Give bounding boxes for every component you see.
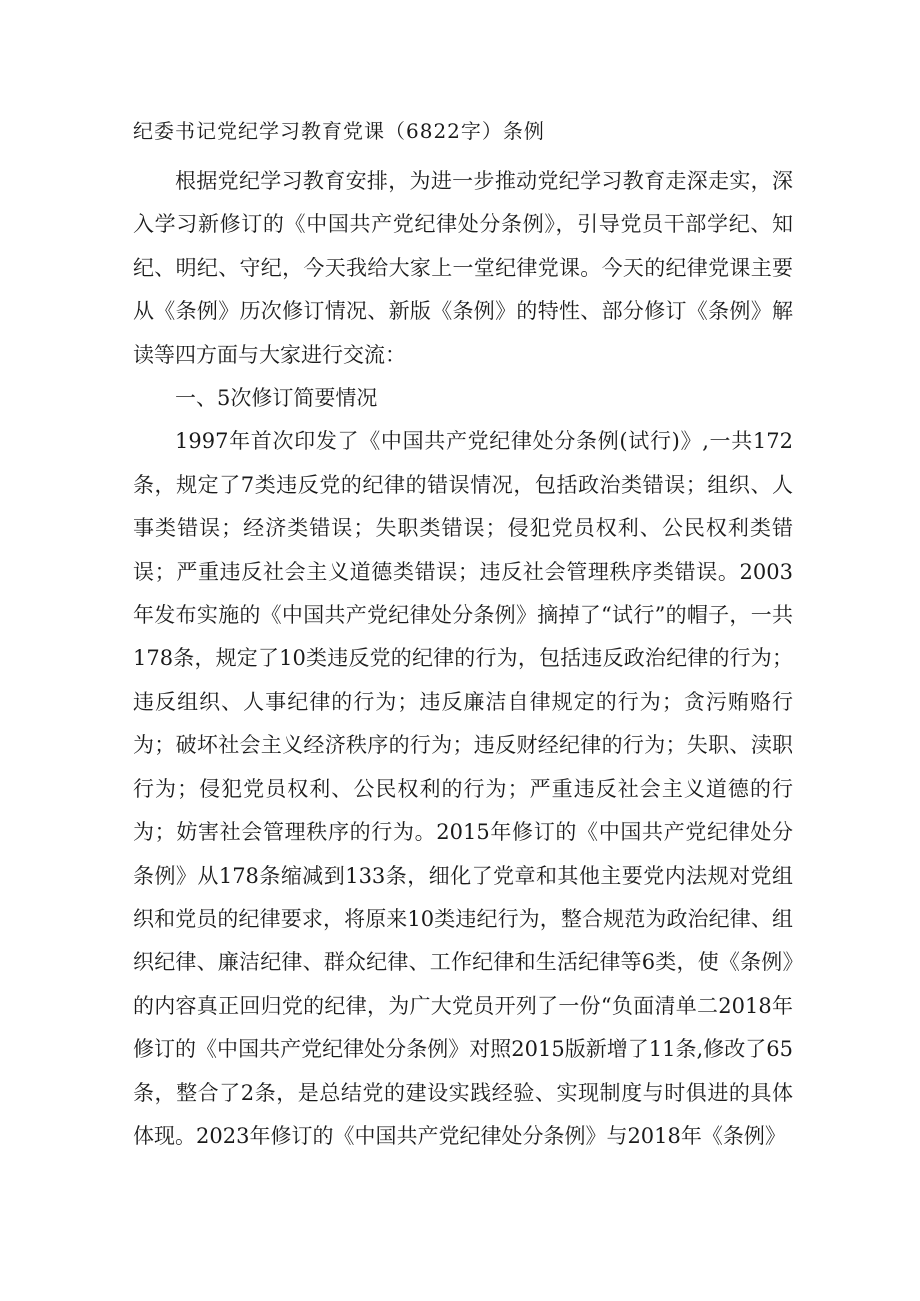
- section-1-paragraph: 1997年首次印发了《中国共产党纪律处分条例(试行)》,一共172条，规定了7类违反党的纪律的错误情况，包括政治类错误；组织、人事类错误；经济类错误；失职类错误；侵犯党员权利、公民权利类错误；严重违反社会主义道德类错误；违反社会管理秩序类错误。2003年发布实施的《中国共产党纪律处分条例》摘掉了“试行”的帽子，一共178条，规定了10类违反党的纪律的行为，包括违反政治纪律的行为；违反组织、人事纪律的行为；违反廉洁自律规定的行为；贪污贿赂行为；破坏社会主义经济秩序的行为；违反财经纪律的行为；失职、渎职行为；侵犯党员权利、公民权利的行为；严重违反社会主义道德的行为；妨害社会管理秩序的行为。2015年修订的《中国共产党纪律处分条例》从178条缩减到133条，细化了党章和其他主要党内法规对党组织和党员的纪律要求，将原来10类违纪行为，整合规范为政治纪律、组织纪律、廉洁纪律、群众纪律、工作纪律和生活纪律等6类，使《条例》的内容真正回归党的纪律，为广大党员开列了一份“负面清单二2018年修订的《中国共产党纪律处分条例》对照2015版新增了11条,修改了65条，整合了2条，是总结党的建设实践经验、实现制度与时俱进的具体体现。2023年修订的《中国共产党纪律处分条例》与2018年《条例》: [133, 429, 793, 1148]
- section-heading-1: 一、5次修订简要情况: [175, 386, 378, 411]
- document-body: [133, 160, 793, 1158]
- intro-paragraph: 根据党纪学习教育安排，为进一步推动党纪学习教育走深走实，深入学习新修订的《中国共产党纪律处分条例》，引导党员干部学纪、知纪、明纪、守纪，今天我给大家上一堂纪律党课。今天的纪律党课主要从《条例》历次修订情况、新版《条例》的特性、部分修订《条例》解读等四方面与大家进行交流：: [133, 169, 793, 367]
- document-title: 纪委书记党纪学习教育党课（6822字）条例: [133, 119, 545, 143]
